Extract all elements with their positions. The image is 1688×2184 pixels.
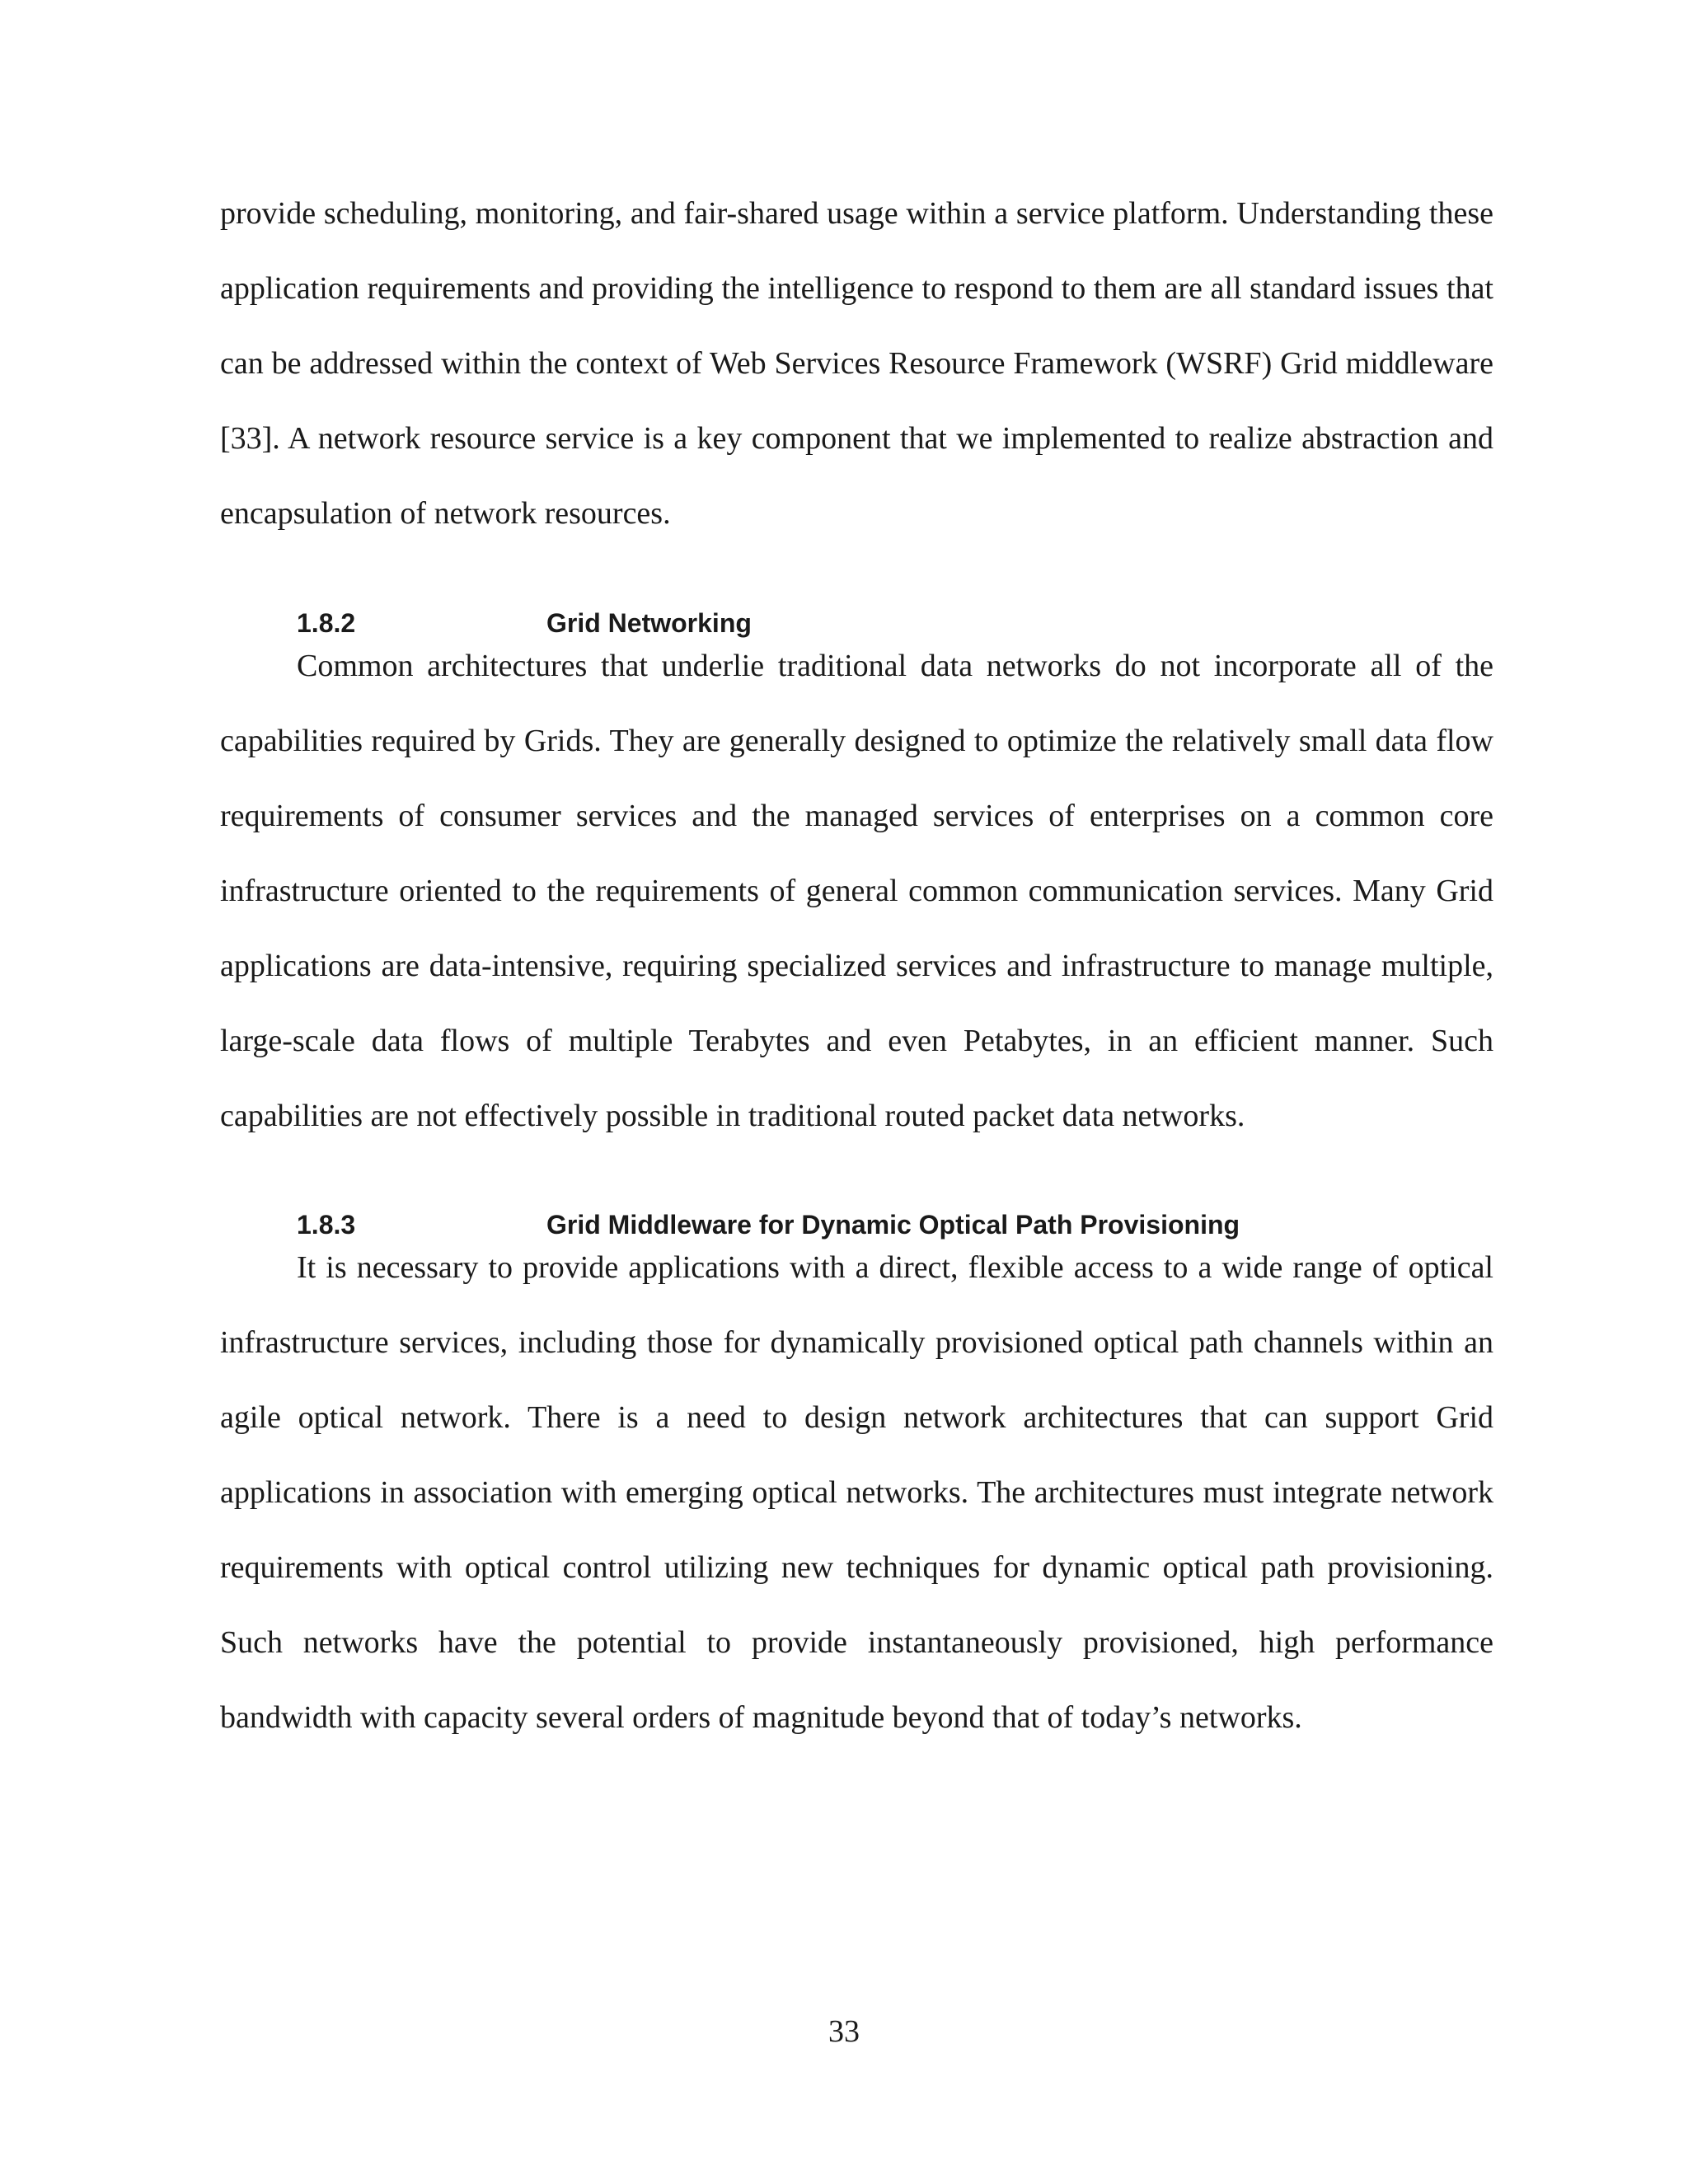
section-number: 1.8.2	[297, 608, 356, 638]
intro-paragraph: provide scheduling, monitoring, and fair-shared usage within a service platform. Understanding these application requirements and providing the intelligence to respond to them are all standard issues that can be addressed within the context of Web Services Resource Framework (WSRF) Grid middleware [33]. A network resource service is a key component that we implemented to realize abstraction and encapsulation of network resources.	[220, 196, 1493, 531]
page-number: 33	[828, 2014, 860, 2049]
grid-middleware-paragraph: It is necessary to provide applications with a direct, flexible access to a wide range of optical infrastructure services, including those for dynamically provisioned optical path channels within an agile optical network. There is a need to design network architectures that can support Grid applications in association with emerging optical networks. The architectures must integrate network requirements with optical control utilizing new techniques for dynamic optical path provisioning. Such networks have the potential to provide instantaneously provisioned, high performance bandwidth with capacity several orders of magnitude beyond that of today’s networks.	[220, 1250, 1493, 1735]
section-title: Grid Middleware for Dynamic Optical Path Provisioning	[546, 1210, 1240, 1240]
section-title: Grid Networking	[546, 608, 752, 638]
grid-networking-paragraph: Common architectures that underlie traditional data networks do not incorporate all of the capabilities required by Grids. They are generally designed to optimize the relatively small data flow requirements of consumer services and the managed services of enterprises on a common core infrastructure oriented to the requirements of general common communication services. Many Grid applications are data-intensive, requiring specialized services and infrastructure to manage multiple, large-scale data flows of multiple Terabytes and even Petabytes, in an efficient manner. Such capabilities are not effectively possible in traditional routed packet data networks.	[220, 649, 1493, 1133]
section-number: 1.8.3	[297, 1210, 356, 1240]
